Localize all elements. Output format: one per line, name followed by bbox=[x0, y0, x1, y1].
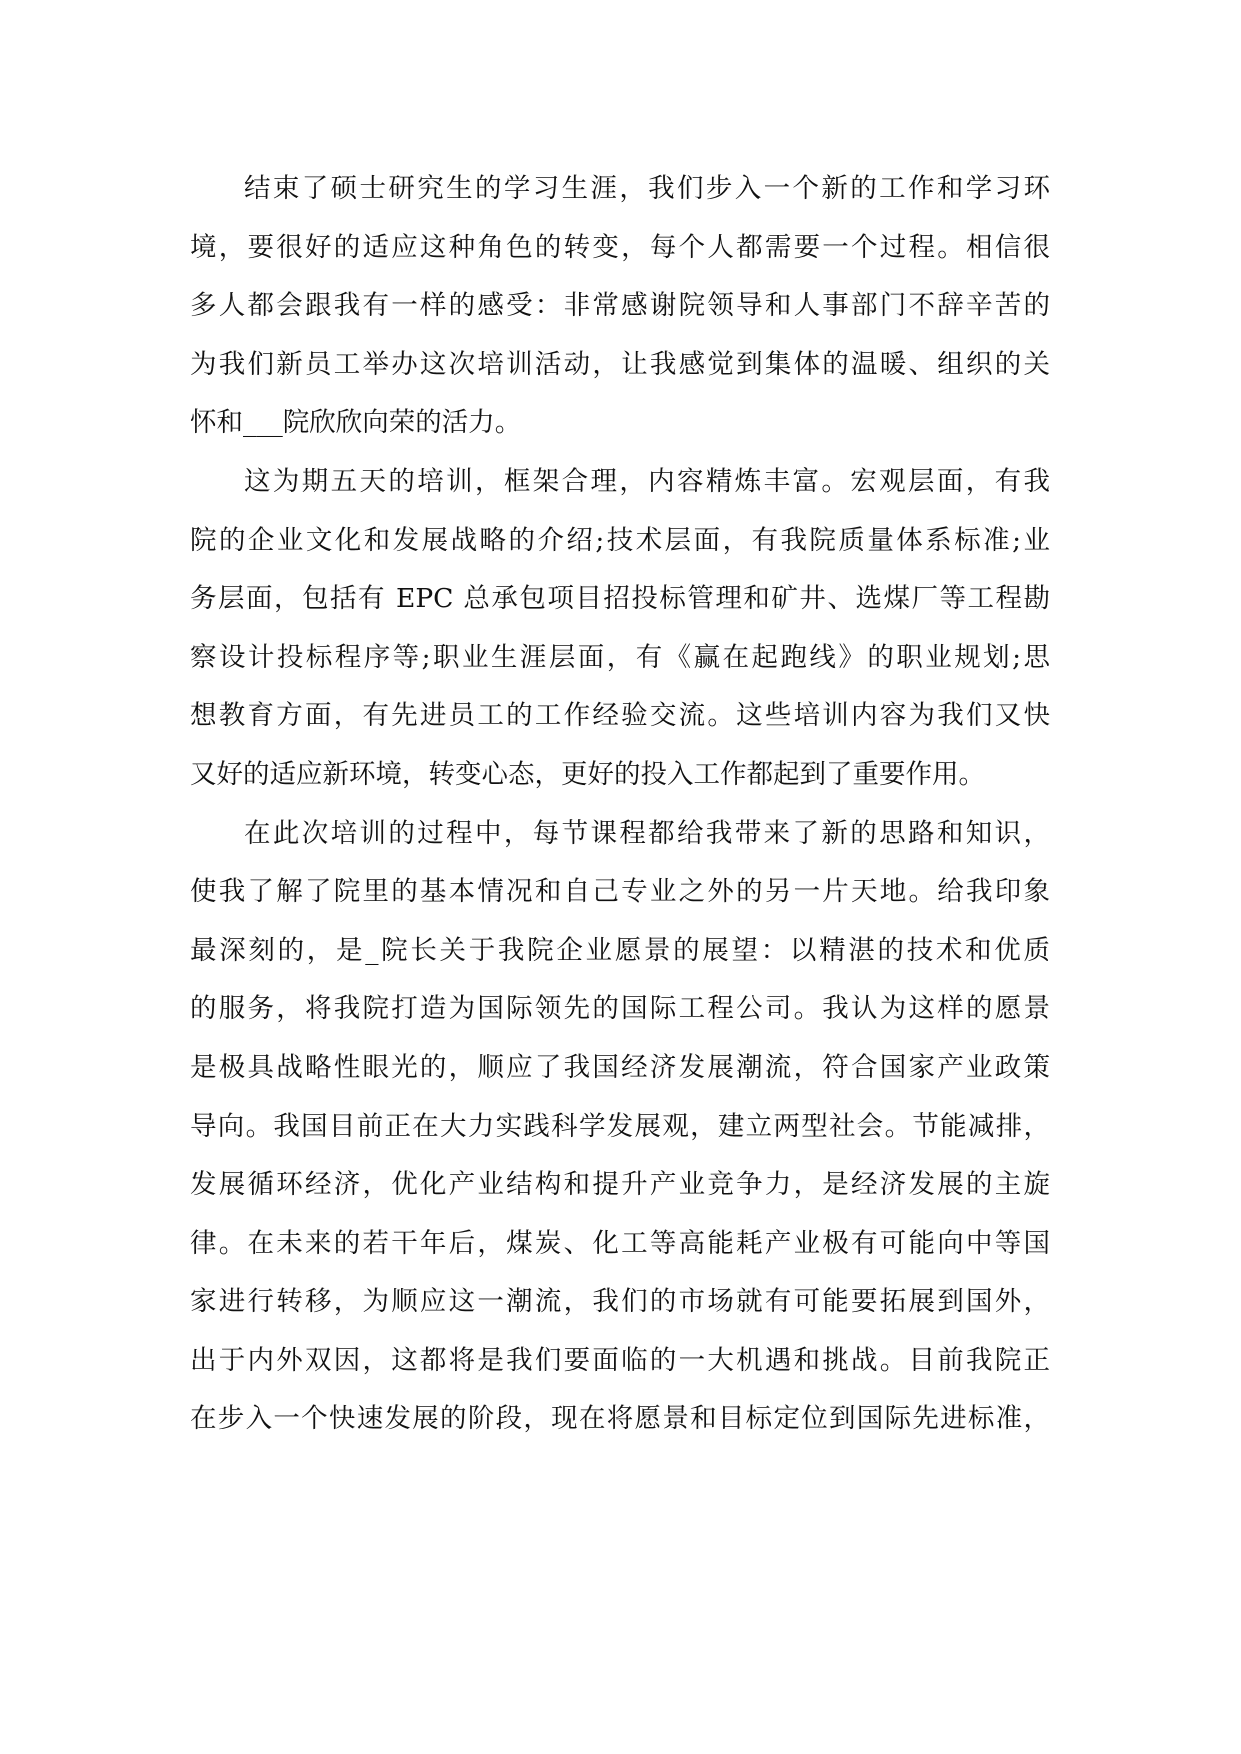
text-line: 律。在未来的若干年后，煤炭、化工等高能耗产业极有可能向中等国 bbox=[190, 1227, 1050, 1259]
text-line: 使我了解了院里的基本情况和自己专业之外的另一片天地。给我印象 bbox=[190, 876, 1050, 908]
paragraph-2 bbox=[190, 453, 1050, 805]
text-line: 最深刻的，是_院长关于我院企业愿景的展望：以精湛的技术和优质 bbox=[190, 934, 1050, 966]
text-line: 发展循环经济，优化产业结构和提升产业竞争力，是经济发展的主旋 bbox=[190, 1169, 1050, 1201]
paragraph-1 bbox=[190, 160, 1050, 453]
text-line: 家进行转移，为顺应这一潮流，我们的市场就有可能要拓展到国外， bbox=[190, 1286, 1050, 1318]
text-line: 在步入一个快速发展的阶段，现在将愿景和目标定位到国际先进标准， bbox=[190, 1403, 1050, 1435]
text-line: 是极具战略性眼光的，顺应了我国经济发展潮流，符合国家产业政策 bbox=[190, 1051, 1050, 1083]
text-line: 又好的适应新环境，转变心态，更好的投入工作都起到了重要作用。 bbox=[190, 758, 985, 790]
text-line: 务层面，包括有 EPC 总承包项目招投标管理和矿井、选煤厂等工程勘 bbox=[190, 583, 1050, 615]
document-page bbox=[190, 160, 1050, 1449]
text-line: 在此次培训的过程中，每节课程都给我带来了新的思路和知识， bbox=[244, 817, 1050, 849]
text-line: 境，要很好的适应这种角色的转变，每个人都需要一个过程。相信很 bbox=[190, 231, 1050, 263]
text-line: 的服务，将我院打造为国际领先的国际工程公司。我认为这样的愿景 bbox=[190, 993, 1050, 1025]
text-line: 想教育方面，有先进员工的工作经验交流。这些培训内容为我们又快 bbox=[190, 700, 1050, 732]
text-line: 多人都会跟我有一样的感受：非常感谢院领导和人事部门不辞辛苦的 bbox=[190, 290, 1050, 322]
text-line: 导向。我国目前正在大力实践科学发展观，建立两型社会。节能减排， bbox=[190, 1110, 1050, 1142]
text-line: 院的企业文化和发展战略的介绍;技术层面，有我院质量体系标准;业 bbox=[190, 524, 1050, 556]
paragraph-3 bbox=[190, 805, 1050, 1450]
text-line: 这为期五天的培训，框架合理，内容精炼丰富。宏观层面，有我 bbox=[244, 465, 1050, 497]
text-line: 察设计投标程序等;职业生涯层面，有《赢在起跑线》的职业规划;思 bbox=[190, 641, 1050, 673]
text-line: 结束了硕士研究生的学习生涯，我们步入一个新的工作和学习环 bbox=[244, 173, 1050, 204]
text-line: 怀和___院欣欣向荣的活力。 bbox=[190, 407, 522, 439]
text-line: 为我们新员工举办这次培训活动，让我感觉到集体的温暖、组织的关 bbox=[190, 348, 1050, 380]
text-line: 出于内外双因，这都将是我们要面临的一大机遇和挑战。目前我院正 bbox=[190, 1344, 1050, 1376]
